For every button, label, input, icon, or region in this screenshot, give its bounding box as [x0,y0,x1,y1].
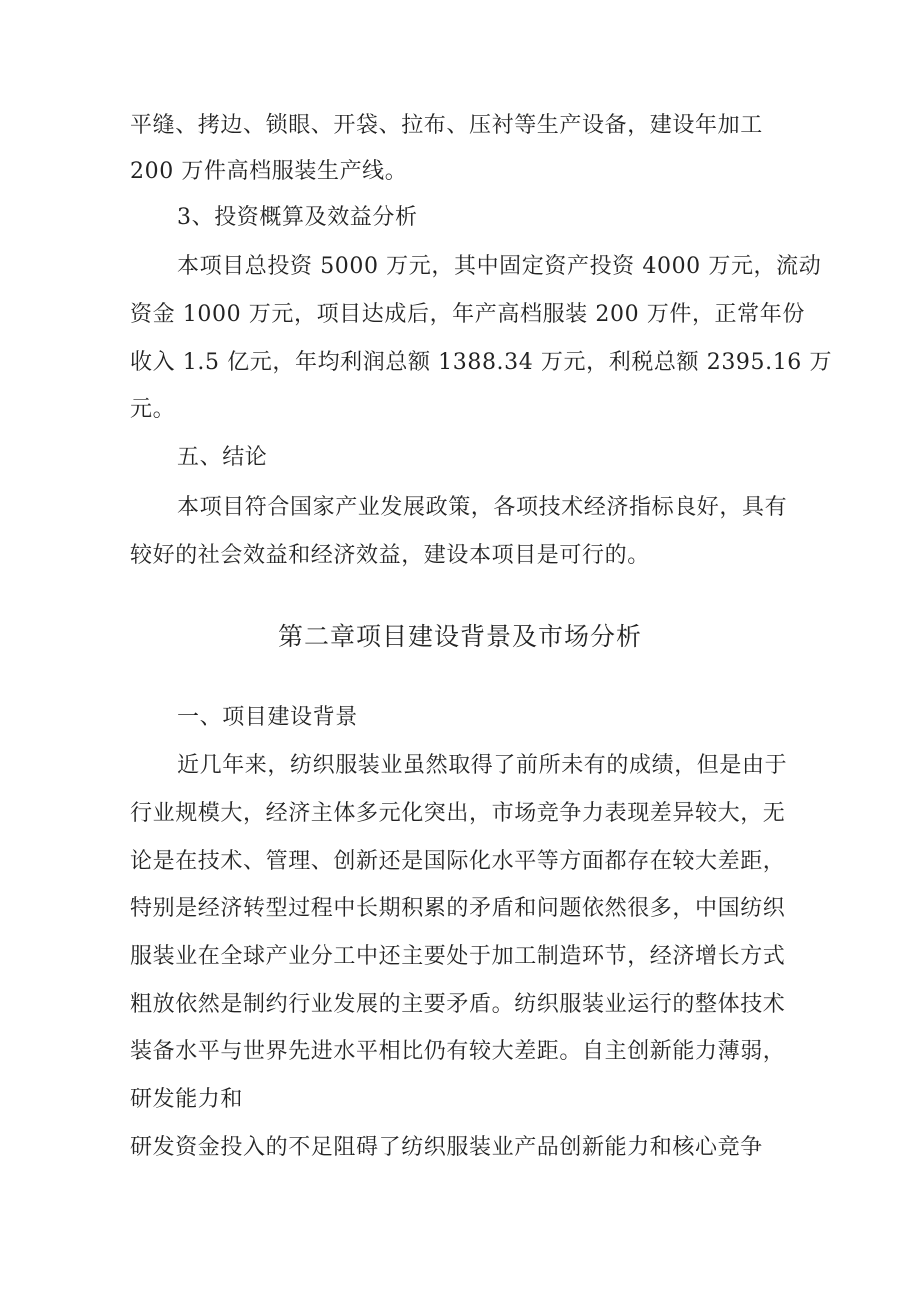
text-line: 研发能力和 [130,1087,244,1112]
text-line: 元。 [130,397,176,422]
text-line: 行业规模大，经济主体多元化突出，市场竞争力表现差异较大，无 [130,801,786,826]
text-line: 较好的社会效益和经济效益，建设本项目是可行的。 [130,543,650,568]
text-line: 论是在技术、管理、创新还是国际化水平等方面都存在较大差距， [130,849,786,874]
text-line: 资金 1000 万元，项目达成后，年产高档服装 200 万件，正常年份 [130,302,805,327]
list-item-heading: 3、投资概算及效益分析 [177,205,418,230]
text-line: 近几年来，纺织服装业虽然取得了前所未有的成绩，但是由于 [177,753,788,778]
section-heading: 五、结论 [177,445,268,470]
text-line: 本项目总投资 5000 万元，其中固定资产投资 4000 万元，流动 [177,254,822,279]
text-line: 平缝、拷边、锁眼、开袋、拉布、压衬等生产设备，建设年加工 [130,113,763,138]
text-line: 装备水平与世界先进水平相比仍有较大差距。自主创新能力薄弱， [130,1039,786,1064]
text-line: 收入 1.5 亿元，年均利润总额 1388.34 万元，利税总额 2395.16 万 [130,350,833,375]
text-line: 特别是经济转型过程中长期积累的矛盾和问题依然很多，中国纺织 [130,896,786,921]
section-heading: 一、项目建设背景 [177,705,358,730]
text-line: 200 万件高档服装生产线。 [130,159,408,184]
text-line: 粗放依然是制约行业发展的主要矛盾。纺织服装业运行的整体技术 [130,992,786,1017]
text-line: 服装业在全球产业分工中还主要处于加工制造环节，经济增长方式 [130,944,786,969]
chapter-title: 第二章项目建设背景及市场分析 [277,622,642,651]
text-line: 研发资金投入的不足阻碍了纺织服装业产品创新能力和核心竞争 [130,1135,763,1160]
text-line: 本项目符合国家产业发展政策，各项技术经济指标良好，具有 [177,495,788,520]
